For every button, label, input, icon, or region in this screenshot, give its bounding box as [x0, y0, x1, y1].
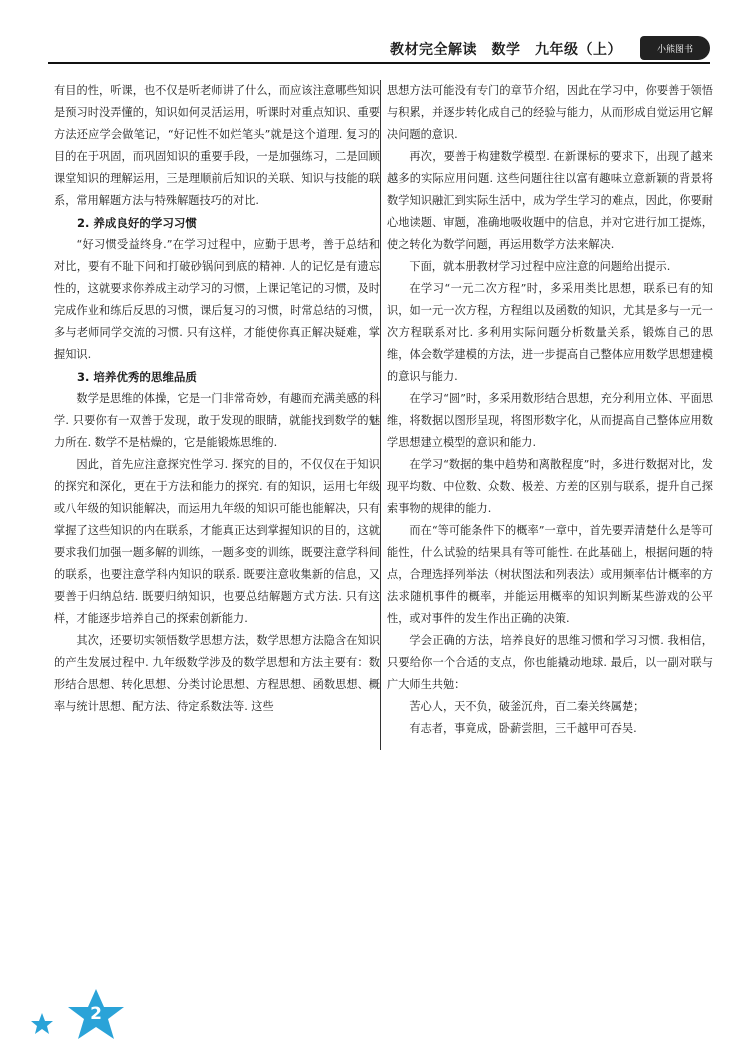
paragraph: 因此，首先应注意探究性学习. 探究的目的，不仅仅在于知识的探究和深化，更在于方法和能力的探究. 有的知识，运用七年级或八年级的知识能解决，而运用九年级的知识可能也能解决，只有掌握了这些知识的内在联系，才能真正达到掌握知识的目的，这就要求我们加强一题多解的训练，一题多变的训练，既要注意学科间的联系，也要注意学科内知识的联系. 既要注意收集新的信息，又要善于归纳总结. 既要归纳知识，也要总结解题方式方法. 只有这样，才能逐步培养自己的探索创新能力. — [54, 458, 380, 625]
paragraph: 数学是思维的体操，它是一门非常奇妙，有趣而充满美感的科学. 只要你有一双善于发现，敢于发现的眼睛，就能找到数学的魅力所在. 数学不是枯燥的，它是能锻炼思维的. — [54, 392, 380, 449]
running-header — [380, 36, 710, 62]
paragraph: 而在“等可能条件下的概率”一章中，首先要弄清楚什么是等可能性，什么试验的结果具有等可能性. 在此基础上，根据问题的特点，合理选择列举法（树状图法和列表法）或用频率估计概率的方法求随机事件的概率，并能运用概率的知识判断某些游戏的公平性，或对事件的发生作出正确的决策. — [387, 524, 713, 625]
couplet-line: 有志者，事竟成，卧薪尝胆，三千越甲可吞吴. — [409, 722, 637, 735]
paragraph: 其次，还要切实领悟数学思想方法，数学思想方法隐含在知识的产生发展过程中. 九年级数学涉及的数学思想和方法主要有：数形结合思想、转化思想、分类讨论思想、方程思想、函数思想、概率与统计思想、配方法、待定系数法等. 这些 — [54, 634, 380, 713]
section-heading-habits: 2. 养成良好的学习习惯 — [77, 216, 197, 230]
paragraph: 学会正确的方法，培养良好的思维习惯和学习习惯. 我相信，只要给你一个合适的支点，你也能撬动地球. 最后，以一副对联与广大师生共勉： — [387, 634, 713, 691]
page-number-badge — [30, 985, 140, 1045]
header-title: 教材完全解读 数学 九年级（上） — [390, 42, 622, 58]
paragraph: 在学习“圆”时，多采用数形结合思想，充分利用立体、平面思维，将数据以图形呈现，将图形数字化，从而提高自己整体应用数学思想建立模型的意识和能力. — [387, 392, 713, 449]
logo-text: 小熊图书 — [656, 44, 693, 55]
small-star-icon — [31, 1013, 53, 1034]
paragraph: 下面，就本册教材学习过程中应注意的问题给出提示. — [409, 260, 671, 273]
left-column — [54, 80, 380, 718]
star-icon — [30, 985, 140, 1045]
column-divider — [380, 80, 381, 750]
page-number: 2 — [90, 1004, 102, 1024]
paragraph: 再次，要善于构建数学模型. 在新课标的要求下，出现了越来越多的实际应用问题. 这些问题往往以富有趣味立意新颖的背景将数学知识融汇到实际生活中，成为学生学习的难点，因此，你要耐心地读题、审题，准确地吸收题中的信息，并对它进行加工提炼，使之转化为数学问题，再运用数学方法来解决. — [387, 150, 713, 251]
header-rule — [48, 62, 710, 64]
paragraph: 思想方法可能没有专门的章节介绍，因此在学习中，你要善于领悟与积累，并逐步转化成自己的经验与能力，从而形成自觉运用它解决问题的意识. — [387, 84, 713, 141]
right-column — [387, 80, 713, 740]
publisher-logo — [640, 36, 710, 60]
paragraph: “好习惯受益终身.”在学习过程中，应勤于思考，善于总结和对比，要有不耻下问和打破砂锅问到底的精神. 人的记忆是有遗忘性的，这就要求你养成主动学习的习惯，上课记笔记的习惯，及时完成作业和练后反思的习惯，课后复习的习惯，时常总结的习惯，多与老师同学交流的习惯. 只有这样，才能使你真正解决疑难，掌握知识. — [54, 238, 380, 361]
paragraph: 在学习“数据的集中趋势和离散程度”时，多进行数据对比，发现平均数、中位数、众数、极差、方差的区别与联系，提升自己探索事物的规律的能力. — [387, 458, 713, 515]
paragraph: 在学习“一元二次方程”时，多采用类比思想，联系已有的知识，如一元一次方程，方程组以及函数的知识，尤其是多与一元一次方程联系对比. 多利用实际问题分析数量关系，锻炼自己的思维，体会数学建模的方法，进一步提高自己整体应用数学思想建模的意识与能力. — [387, 282, 713, 383]
paragraph: 有目的性，听课，也不仅是听老师讲了什么，而应该注意哪些知识是预习时没弄懂的，知识如何灵活运用，听课时对重点知识、重要方法还应学会做笔记，“好记性不如烂笔头”就是这个道理. 复习的目的在于巩固，而巩固知识的重要手段，一是加强练习，二是回顾课堂知识的理解运用，三是理顺前后知识的关联、知识与技能的联系，常用解题方法与特殊解题技巧的对比. — [54, 84, 380, 207]
couplet-line: 苦心人，天不负，破釜沉舟，百二秦关终属楚； — [409, 700, 645, 713]
section-heading-thinking: 3. 培养优秀的思维品质 — [77, 370, 197, 384]
